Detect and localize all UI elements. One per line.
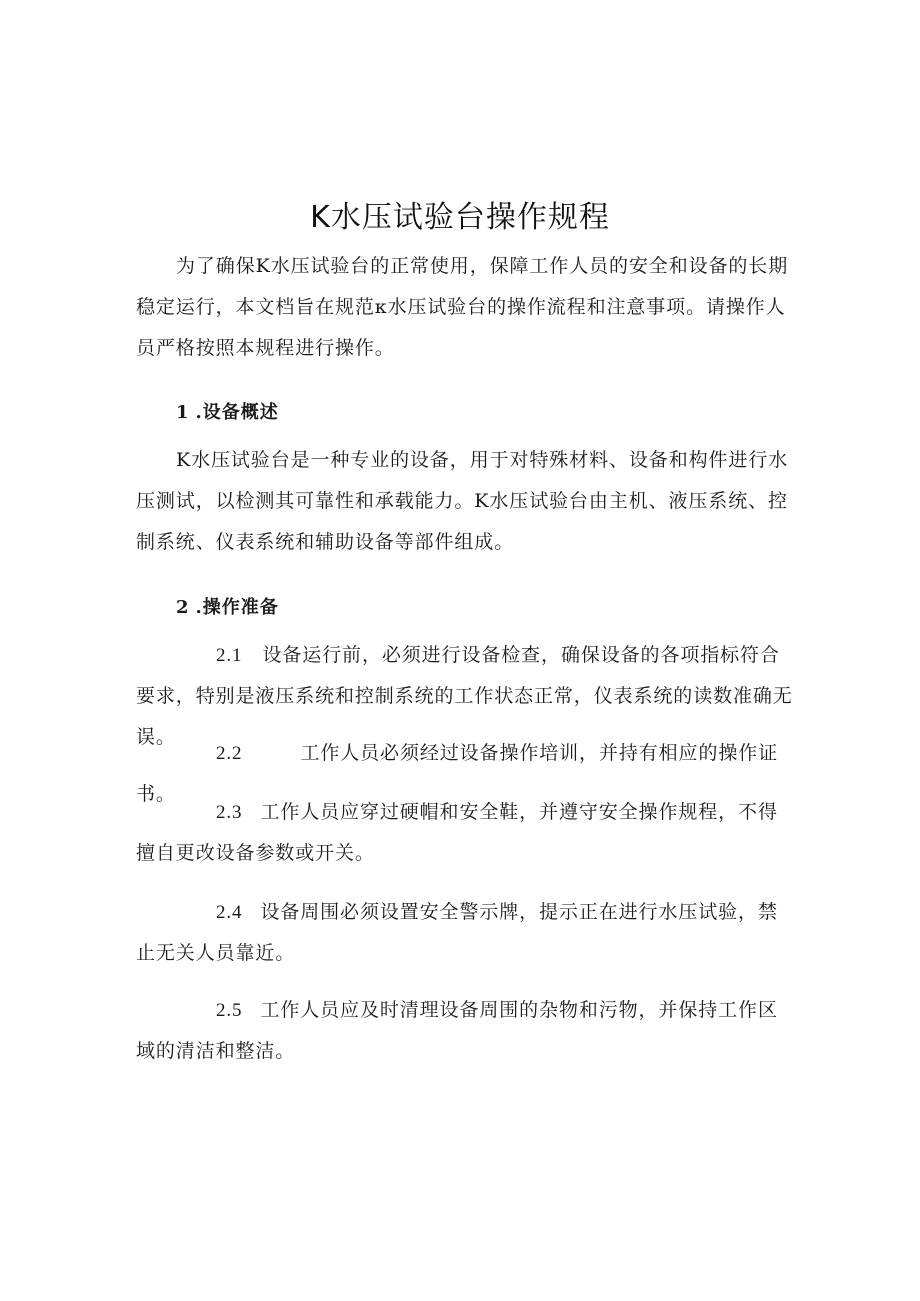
item-number: 2.3: [216, 802, 243, 823]
item-number: 2.4: [216, 902, 243, 923]
item-text: 工作人员必须经过设备操作培训，并持有相应的操作证书。: [136, 742, 779, 805]
item-2-3: [136, 792, 786, 874]
item-text: 工作人员应穿过硬帽和安全鞋，并遵守安全操作规程，不得擅自更改设备参数或开关。: [136, 801, 778, 864]
section-1-heading: [176, 398, 279, 424]
item-text: 设备周围必须设置安全警示牌，提示正在进行水压试验，禁止无关人员靠近。: [136, 901, 778, 964]
intro-paragraph: 为了确保K水压试验台的正常使用，保障工作人员的安全和设备的长期稳定运行，本文档旨在规范κ水压试验台的操作流程和注意事项。请操作人员严格按照本规程进行操作。: [136, 255, 789, 359]
section-2-title: .操作准备: [195, 597, 279, 618]
section-1-body: K水压试验台是一种专业的设备，用于对特殊材料、设备和构件进行水压测试，以检测其可靠性和承载能力。K水压试验台由主机、液压系统、控制系统、仪表系统和辅助设备等部件组成。: [136, 449, 789, 553]
item-text: 设备运行前，必须进行设备检查，确保设备的各项指标符合要求，特别是液压系统和控制系统的工作状态正常，仪表系统的读数准确无误。: [136, 644, 793, 748]
item-number: 2.2: [216, 743, 243, 764]
item-text: 工作人员应及时清理设备周围的杂物和污物，并保持工作区域的清洁和整洁。: [136, 999, 778, 1062]
section-1-number: 1: [176, 402, 190, 423]
item-2-5: [136, 990, 786, 1072]
item-number: 2.1: [216, 645, 243, 666]
item-number: 2.5: [216, 1000, 243, 1021]
section-1-title: .设备概述: [195, 402, 279, 423]
document-title: K水压试验台操作规程: [310, 200, 610, 235]
section-2-heading: [176, 593, 279, 619]
item-2-4: [136, 892, 786, 974]
section-2-number: 2: [176, 597, 190, 618]
